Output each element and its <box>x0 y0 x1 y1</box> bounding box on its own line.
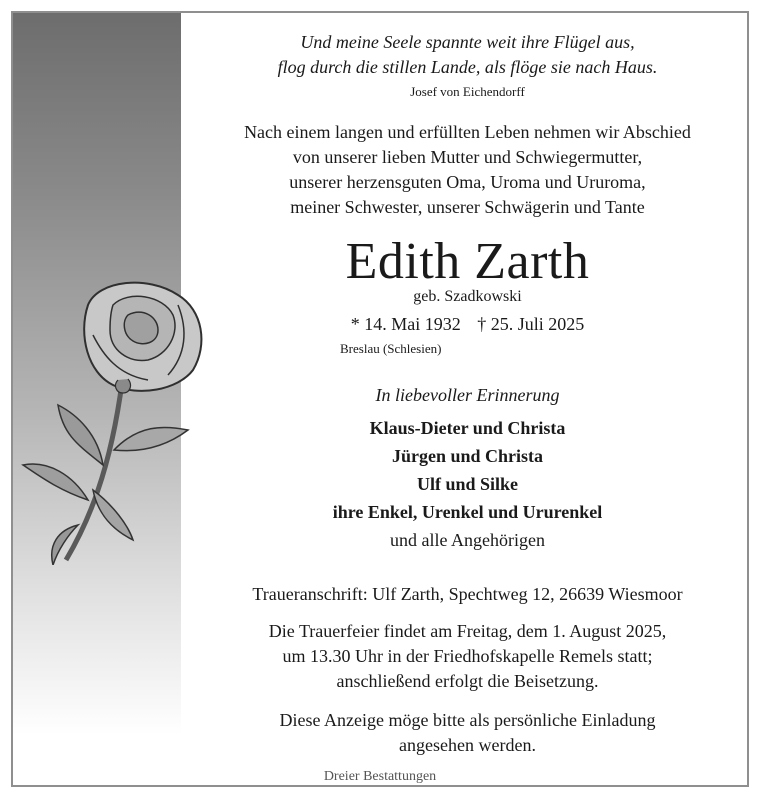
poem-author: Josef von Eichendorff <box>410 84 525 99</box>
rose-icon <box>18 275 218 565</box>
poem <box>190 30 745 80</box>
birth-date: * 14. Mai 1932 <box>350 314 461 334</box>
life-dates <box>190 314 745 335</box>
intro-line: Nach einem langen und erfüllten Leben nehmen wir Abschied <box>244 122 691 142</box>
notice-content <box>190 30 745 758</box>
relatives: und alle Angehörigen <box>390 530 545 550</box>
funeral-home: Dreier Bestattungen <box>318 769 442 784</box>
service-line: um 13.30 Uhr in der Friedhofskapelle Remels statt; <box>282 646 653 666</box>
invitation-note <box>190 708 745 758</box>
intro-line: meiner Schwester, unserer Schwägerin und Tante <box>290 197 645 217</box>
maiden-name: geb. Szadkowski <box>413 288 522 305</box>
mourning-address: Traueranschrift: Ulf Zarth, Spechtweg 12, 26639 Wiesmoor <box>252 584 683 604</box>
memory-line: In liebevoller Erinnerung <box>375 385 560 405</box>
intro-line: von unserer lieben Mutter und Schwiegermutter, <box>292 147 643 167</box>
service-line: Die Trauerfeier findet am Freitag, dem 1. August 2025, <box>268 621 667 641</box>
intro-line: unserer herzensguten Oma, Uroma und Ururoma, <box>289 172 646 192</box>
death-date: † 25. Juli 2025 <box>477 314 585 334</box>
service-info <box>190 619 745 694</box>
invite-line: angesehen werden. <box>399 735 536 755</box>
mourner: Klaus-Dieter und Christa <box>369 418 566 438</box>
service-line: anschließend erfolgt die Beisetzung. <box>336 671 599 691</box>
mourner: Jürgen und Christa <box>391 446 544 466</box>
mourner: Ulf und Silke <box>416 474 519 494</box>
mourners-list <box>190 414 745 554</box>
intro-text <box>190 120 745 220</box>
mourner: ihre Enkel, Urenkel und Ururenkel <box>332 502 603 522</box>
poem-line: flog durch die stillen Lande, als flöge sie nach Haus. <box>277 57 658 77</box>
footer <box>13 769 747 794</box>
invite-line: Diese Anzeige möge bitte als persönliche Einladung <box>279 710 656 730</box>
poem-line: Und meine Seele spannte weit ihre Flügel aus, <box>300 32 635 52</box>
birthplace: Breslau (Schlesien) <box>340 341 442 356</box>
deceased-name: Edith Zarth <box>345 233 590 290</box>
